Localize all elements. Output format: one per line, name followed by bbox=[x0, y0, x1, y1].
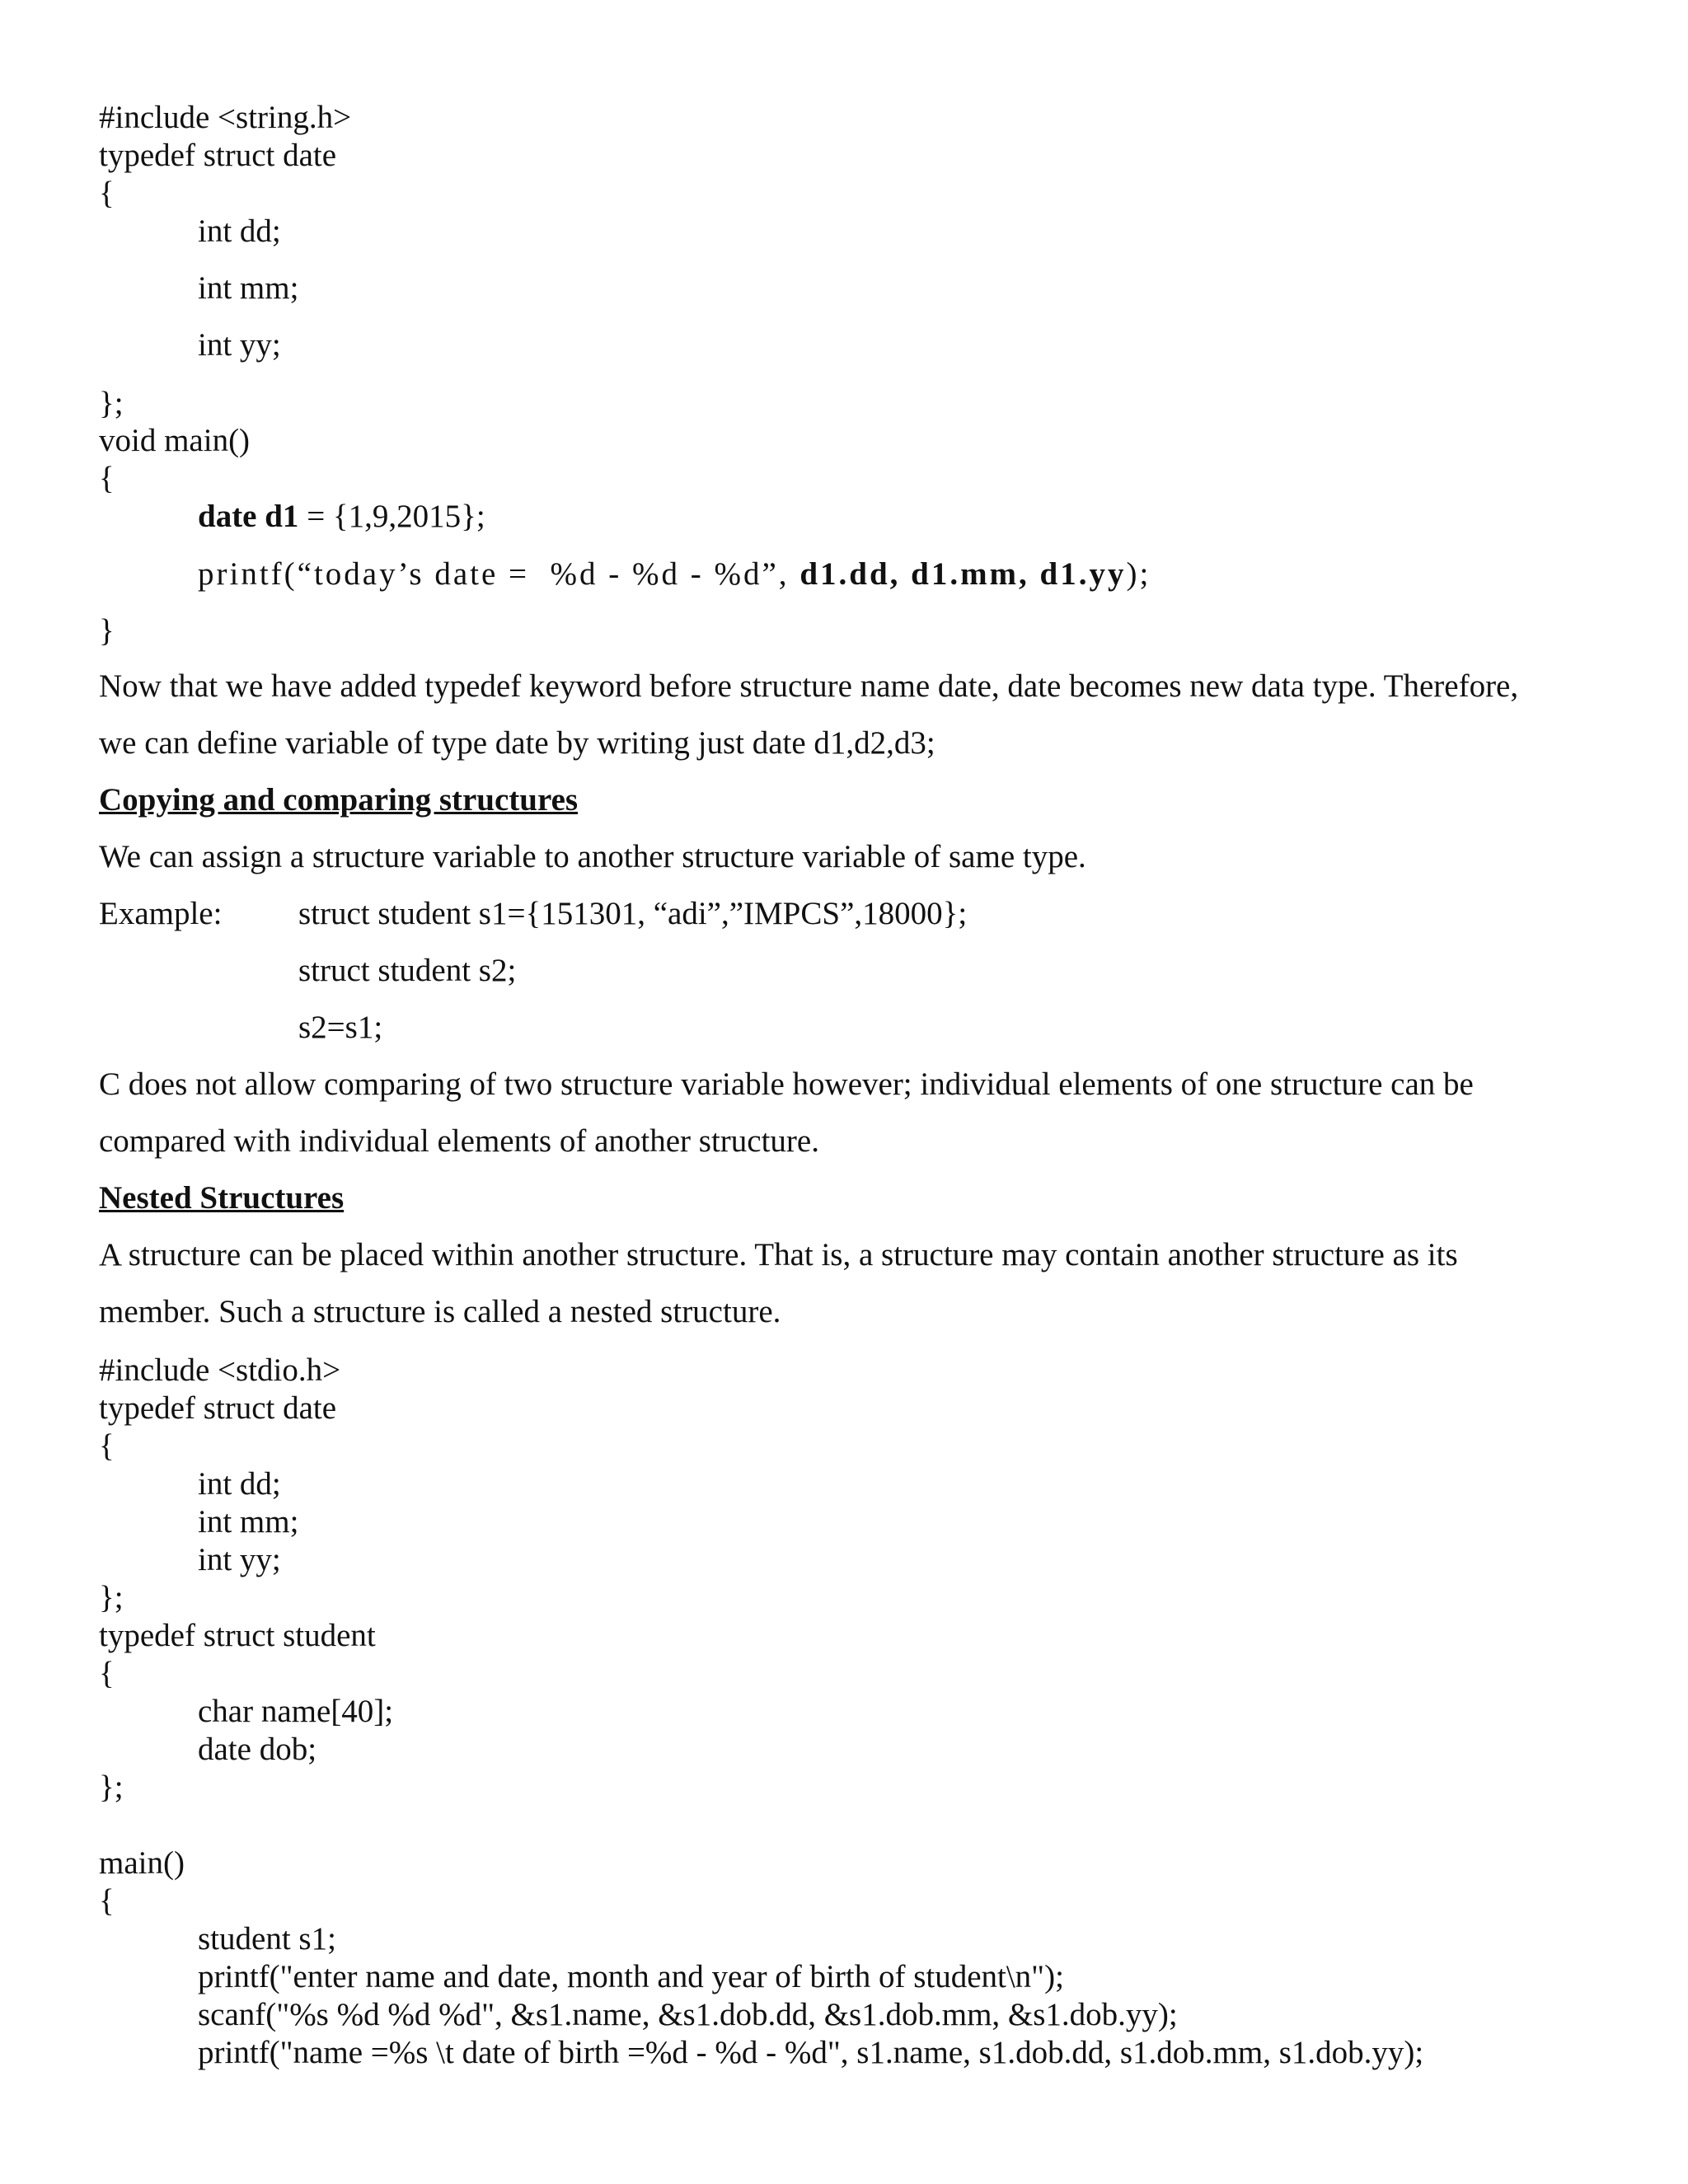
code2-line: scanf("%s %d %d %d", &s1.name, &s1.dob.dd, &s1.dob.mm, &s1.dob.yy); bbox=[198, 1997, 1178, 2032]
code2-line: date dob; bbox=[198, 1732, 317, 1767]
example-label: Example: bbox=[99, 896, 223, 931]
code2-line: main() bbox=[99, 1845, 185, 1881]
paragraph-line: We can assign a structure variable to another structure variable of same type. bbox=[99, 839, 1086, 874]
code2-line: { bbox=[99, 1656, 115, 1691]
code1-line: }; bbox=[99, 386, 124, 421]
code1-line: #include <string.h> bbox=[99, 100, 352, 135]
example-line: struct student s2; bbox=[298, 953, 517, 988]
code2-line: int yy; bbox=[198, 1542, 281, 1577]
code1-line: { bbox=[99, 461, 115, 496]
code1-bold-declaration: date d1 bbox=[198, 499, 299, 534]
code1-line: int yy; bbox=[198, 327, 281, 363]
code2-line: printf("enter name and date, month and year of birth of student\n"); bbox=[198, 1959, 1064, 1994]
code1-line: { bbox=[99, 176, 115, 211]
paragraph-line: we can define variable of type date by writing just date d1,d2,d3; bbox=[99, 725, 935, 761]
code1-line: void main() bbox=[99, 423, 251, 458]
example-line: s2=s1; bbox=[298, 1010, 383, 1045]
paragraph-line: C does not allow comparing of two structure variable however; individual elements of one structure can be bbox=[99, 1066, 1474, 1102]
code2-line: char name[40]; bbox=[198, 1694, 394, 1729]
code2-line: int dd; bbox=[198, 1466, 281, 1502]
code2-line: typedef struct student bbox=[99, 1618, 376, 1653]
code2-line: int mm; bbox=[198, 1504, 299, 1540]
paragraph-line: Now that we have added typedef keyword before structure name date, date becomes new data type. Therefore, bbox=[99, 668, 1519, 704]
code1-initializer: = {1,9,2015}; bbox=[298, 499, 485, 534]
code2-line: { bbox=[99, 1428, 115, 1464]
code2-line: typedef struct date bbox=[99, 1390, 337, 1426]
paragraph-line: member. Such a structure is called a nested structure. bbox=[99, 1294, 781, 1329]
code2-line: }; bbox=[99, 1769, 124, 1805]
section-heading: Nested Structures bbox=[99, 1180, 345, 1216]
code2-line: { bbox=[99, 1883, 115, 1919]
code1-printf-args: d1.dd, d1.mm, d1.yy bbox=[799, 556, 1127, 592]
code1-line: int dd; bbox=[198, 213, 281, 249]
code2-line: }; bbox=[99, 1580, 124, 1615]
code1-printf-close: ); bbox=[1126, 556, 1151, 592]
code1-printf: printf(“today’s date = %d - %d - %d”, bbox=[198, 556, 800, 592]
paragraph-line: compared with individual elements of another structure. bbox=[99, 1123, 819, 1159]
code2-line: printf("name =%s \t date of birth =%d - %d - %d", s1.name, s1.dob.dd, s1.dob.mm, s1.dob.yy); bbox=[198, 2035, 1424, 2070]
code1-line: } bbox=[99, 613, 115, 649]
code2-line: #include <stdio.h> bbox=[99, 1352, 341, 1388]
code1-line bbox=[198, 555, 1151, 593]
example-line: struct student s1={151301, “adi”,”IMPCS”,18000}; bbox=[298, 896, 968, 931]
section-heading: Copying and comparing structures bbox=[99, 782, 579, 818]
code1-line bbox=[198, 498, 485, 536]
code1-line: int mm; bbox=[198, 270, 299, 306]
code2-line: student s1; bbox=[198, 1921, 336, 1957]
code1-line: typedef struct date bbox=[99, 138, 337, 173]
paragraph-line: A structure can be placed within another structure. That is, a structure may contain another structure as its bbox=[99, 1237, 1458, 1272]
